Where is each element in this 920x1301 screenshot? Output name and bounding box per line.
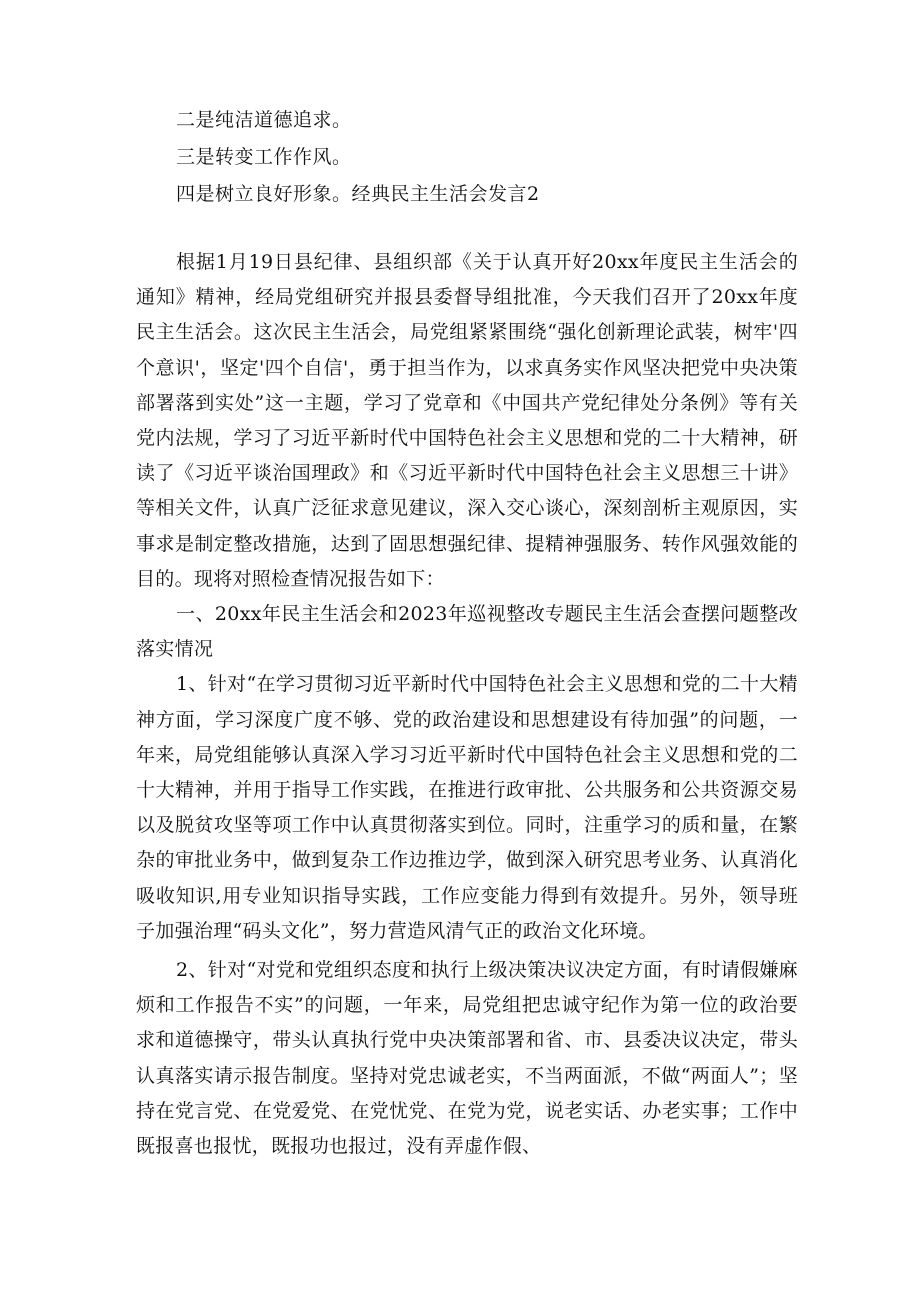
intro-paragraph: 根据1月19日县纪律、县组织部《关于认真开好20xx年度民主生活会的通知》精神，经局党组研究并报县委督导组批准，今天我们召开了20xx年度民主生活会。这次民主生活会，局党组紧紧围绕“强化创新理论武装，树牢'四个意识'，坚定'四个自信'，勇于担当作为，以求真务实作风坚决把党中央决策部署落到实处”这一主题，学习了党章和《中国共产党纪律处分条例》等有关党内法规，学习了习近平新时代中国特色社会主义思想和党的二十大精神，研读了《习近平谈治国理政》和《习近平新时代中国特色社会主义思想三十讲》等相关文件，认真广泛征求意见建议，深入交心谈心，深刻剖析主观原因，实事求是制定整改措施，达到了固思想强纪律、提精神强服务、转作风强效能的目的。现将对照检查情况报告如下： [136,251,798,590]
line-item-3: 三是转变工作作风。 [176,146,352,168]
line-item-2: 二是纯洁道德追求。 [176,109,352,131]
paragraph-item-2: 2、针对“对党和党组织态度和执行上级决策决议决定方面，有时请假嫌麻烦和工作报告不实”的问题，一年来，局党组把忠诚守纪作为第一位的政治要求和道德操守，带头认真执行党中央决策部署和省、市、县委决议决定，带头认真落实请示报告制度。坚持对党忠诚老实，不当两面派，不做“两面人”；坚持在党言党、在党爱党、在党忧党、在党为党，说老实话、办老实事；工作中既报喜也报忧，既报功也报过，没有弄虚作假、 [136,959,798,1158]
line-item-4-and-heading: 四是树立良好形象。经典民主生活会发言2 [176,183,540,205]
section-heading-1: 一、20xx年民主生活会和2023年巡视整改专题民主生活会查摆问题整改落实情况 [136,603,798,661]
document-body [136,102,798,1164]
paragraph-item-1: 1、针对“在学习贯彻习近平新时代中国特色社会主义思想和党的二十大精神方面，学习深度广度不够、党的政治建设和思想建设有待加强”的问题，一年来，局党组能够认真深入学习习近平新时代中国特色社会主义思想和党的二十大精神，并用于指导工作实践，在推进行政审批、公共服务和公共资源交易以及脱贫攻坚等项工作中认真贯彻落实到位。同时，注重学习的质和量，在繁杂的审批业务中，做到复杂工作边推边学，做到深入研究思考业务、认真消化吸收知识,用专业知识指导实践，工作应变能力得到有效提升。另外，领导班子加强治理“码头文化”，努力营造风清气正的政治文化环境。 [136,673,798,942]
paragraph-gap [136,213,798,245]
